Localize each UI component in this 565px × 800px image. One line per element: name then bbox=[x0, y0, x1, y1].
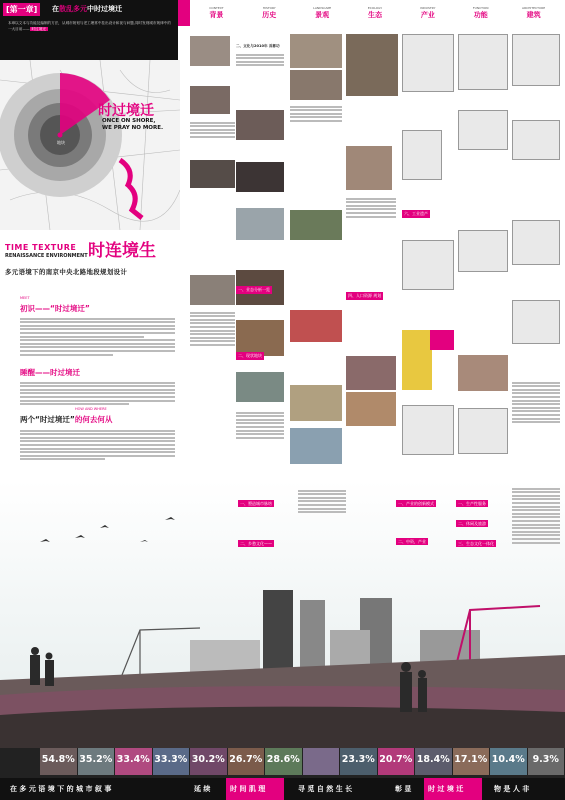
category-landscape: LANDSCAPE 景观 bbox=[313, 6, 332, 19]
map-title-en1: ONCE ON SHORE, bbox=[102, 118, 156, 124]
photo-hillside bbox=[290, 210, 342, 240]
stat-value: 18.4% bbox=[416, 754, 450, 765]
stat-cell bbox=[490, 748, 527, 775]
slogan-1: 延 续 bbox=[194, 778, 224, 800]
slogan-2: 时 间 肌 理 bbox=[226, 778, 284, 800]
photo-road bbox=[290, 385, 342, 421]
section-how-body bbox=[20, 428, 175, 462]
map-industry-2 bbox=[402, 130, 442, 180]
lower-pink-tag-1: 一、塑造城市脉络 bbox=[240, 501, 272, 506]
photo-market bbox=[236, 110, 284, 140]
lower-pink-tag-6: 二、休闲及旅游 bbox=[458, 521, 486, 526]
column3-text bbox=[290, 104, 342, 124]
stat-value: 23.3% bbox=[341, 754, 375, 765]
col-heading-1: 二、文化与2010年 首都功 bbox=[236, 44, 280, 48]
poster-title-en-sub: RENAISSANCE ENVIRONMENT bbox=[5, 253, 88, 259]
photo-building bbox=[190, 275, 235, 305]
photo-vendor bbox=[346, 356, 396, 390]
category-architecture: ARCHITECTURE 建筑 bbox=[522, 6, 546, 19]
stat-value: 17.1% bbox=[454, 754, 488, 765]
tag-ecology-1: 四、人口资源 规划 bbox=[348, 293, 382, 298]
photo-aerial-1 bbox=[290, 34, 342, 68]
map-industry-1 bbox=[402, 34, 454, 92]
chapter-label: [第一章] bbox=[3, 3, 40, 16]
tag-history-1: 一、业态分析一览 bbox=[238, 287, 270, 292]
section-awake-body bbox=[20, 380, 175, 407]
stat-value: 28.6% bbox=[266, 754, 300, 765]
photo-plaza bbox=[290, 310, 342, 342]
stat-value: 33.3% bbox=[154, 754, 188, 765]
lower-pink-tag-5: 一、生产性服务 bbox=[458, 501, 486, 506]
stat-cell bbox=[265, 748, 302, 775]
stat-value: 33.4% bbox=[116, 754, 150, 765]
column2-text bbox=[236, 52, 284, 68]
photo-old-city bbox=[190, 36, 230, 66]
column7-text bbox=[512, 380, 560, 425]
column4-text bbox=[346, 196, 396, 219]
stat-cell bbox=[303, 748, 340, 775]
stat-value: 20.7% bbox=[379, 754, 413, 765]
photo-canal bbox=[236, 372, 284, 402]
map-function-4 bbox=[458, 408, 508, 454]
lower-pink-tag-7: 三、生态文化一体化 bbox=[458, 541, 494, 546]
map-function-1 bbox=[458, 34, 508, 90]
map-arch-4 bbox=[512, 300, 560, 344]
stat-value: 26.7% bbox=[229, 754, 263, 765]
poster-subtitle: 多元语境下的南京中央北路地段规划设计 bbox=[5, 268, 128, 276]
slogan-6: 物 是 人 非 bbox=[494, 778, 560, 800]
lower-pink-tag-2: 二、乡愁文化—— bbox=[240, 541, 272, 546]
category-row bbox=[190, 6, 560, 30]
photo-facade bbox=[346, 392, 396, 426]
map-center-label: 地块 bbox=[57, 140, 65, 145]
map-industry-4 bbox=[402, 405, 454, 455]
lower-pink-tag-4: 二、中资，产业 bbox=[398, 539, 426, 544]
section-how-tag: HOW AND WHERE bbox=[75, 407, 107, 411]
chapter-intro: 本章以文本与功能及编制的方法，从城市规划与老工理常中挂出设计和视与问题,同时发现城市规律中的一大目前—— 时过境迁 bbox=[8, 21, 171, 31]
map-title-en2: WE PRAY NO MORE. bbox=[102, 125, 164, 131]
section-meet-tag: MEET bbox=[20, 296, 30, 300]
lower-pink-tag-3: 一、产业的创新模式 bbox=[398, 501, 434, 506]
map-title-cn: 时过境迁 bbox=[98, 103, 154, 119]
section-awake-heading: 睡醒——时过境迁 bbox=[20, 368, 80, 377]
photo-night bbox=[236, 162, 284, 192]
stat-cell bbox=[115, 748, 152, 775]
stat-cell bbox=[153, 748, 190, 775]
photo-avenue bbox=[290, 428, 342, 464]
photo-elder bbox=[458, 355, 508, 391]
stat-value: 10.4% bbox=[491, 754, 525, 765]
map-function-2 bbox=[458, 110, 508, 150]
category-history: HISTORY 历史 bbox=[262, 6, 277, 19]
stat-cell bbox=[378, 748, 415, 775]
poster-title-en: TIME TEXTURE bbox=[5, 243, 77, 252]
photo-portrait bbox=[346, 146, 392, 190]
category-ecology: ECOLOGY 生态 bbox=[367, 6, 383, 19]
column2-text-b bbox=[236, 410, 284, 440]
slogan-3: 寻 觅 自 然 生 长 bbox=[298, 778, 383, 800]
stat-value: 9.3% bbox=[532, 754, 559, 765]
map-arch-2 bbox=[512, 120, 560, 160]
photo-rooftops bbox=[346, 34, 398, 96]
photo-mill bbox=[236, 320, 284, 356]
photo-aerial-2 bbox=[290, 70, 342, 100]
stat-cell bbox=[40, 748, 77, 775]
section-meet-heading: 初识——“时过境迁” bbox=[20, 304, 90, 313]
slogan-0: 在 多 元 语 境 下 的 城 市 叙 事 bbox=[4, 778, 179, 800]
stat-cell bbox=[415, 748, 452, 775]
photo-pink-block bbox=[430, 330, 454, 350]
lower-text-b bbox=[512, 486, 560, 545]
category-industry: INDUSTRY 产业 bbox=[420, 6, 436, 19]
photo-street bbox=[190, 86, 230, 114]
poster-title-cn: 时连境生 bbox=[88, 241, 156, 261]
stat-cell bbox=[228, 748, 265, 775]
stat-cell bbox=[190, 748, 227, 775]
city-map-graphic bbox=[0, 60, 180, 230]
map-arch-1 bbox=[512, 34, 560, 86]
slogan-4: 彰 显 bbox=[395, 778, 423, 800]
lower-text-a bbox=[298, 488, 346, 515]
stat-cell bbox=[453, 748, 490, 775]
stat-cell bbox=[528, 748, 565, 775]
map-function-3 bbox=[458, 230, 508, 272]
tag-history-2: 二、现状地块 bbox=[238, 353, 262, 358]
column1-text-b bbox=[190, 310, 235, 348]
slogan-5: 时 过 境 迁 bbox=[424, 778, 482, 800]
section-how-heading: 两个“时过境迁”的何去何从 bbox=[20, 415, 113, 424]
chapter-title: 在散乱多元中时过境迁 bbox=[52, 5, 122, 13]
map-landuse bbox=[402, 330, 432, 390]
pink-strip bbox=[178, 0, 190, 26]
stat-value: 30.2% bbox=[191, 754, 225, 765]
photo-horizon bbox=[236, 208, 284, 240]
stat-cell bbox=[78, 748, 115, 775]
stat-value: 54.8% bbox=[41, 754, 75, 765]
column1-text bbox=[190, 120, 235, 140]
category-context: CONTEXT 背景 bbox=[209, 6, 224, 19]
map-industry-3 bbox=[402, 240, 454, 290]
category-function: FUNCTION 功能 bbox=[472, 6, 489, 19]
stat-value: 35.2% bbox=[79, 754, 113, 765]
section-meet-body bbox=[20, 316, 175, 357]
photo-crowd bbox=[190, 160, 235, 188]
map-arch-3 bbox=[512, 220, 560, 265]
tag-industry-1: 六、工业遗产 bbox=[404, 211, 428, 216]
stat-cell bbox=[340, 748, 377, 775]
